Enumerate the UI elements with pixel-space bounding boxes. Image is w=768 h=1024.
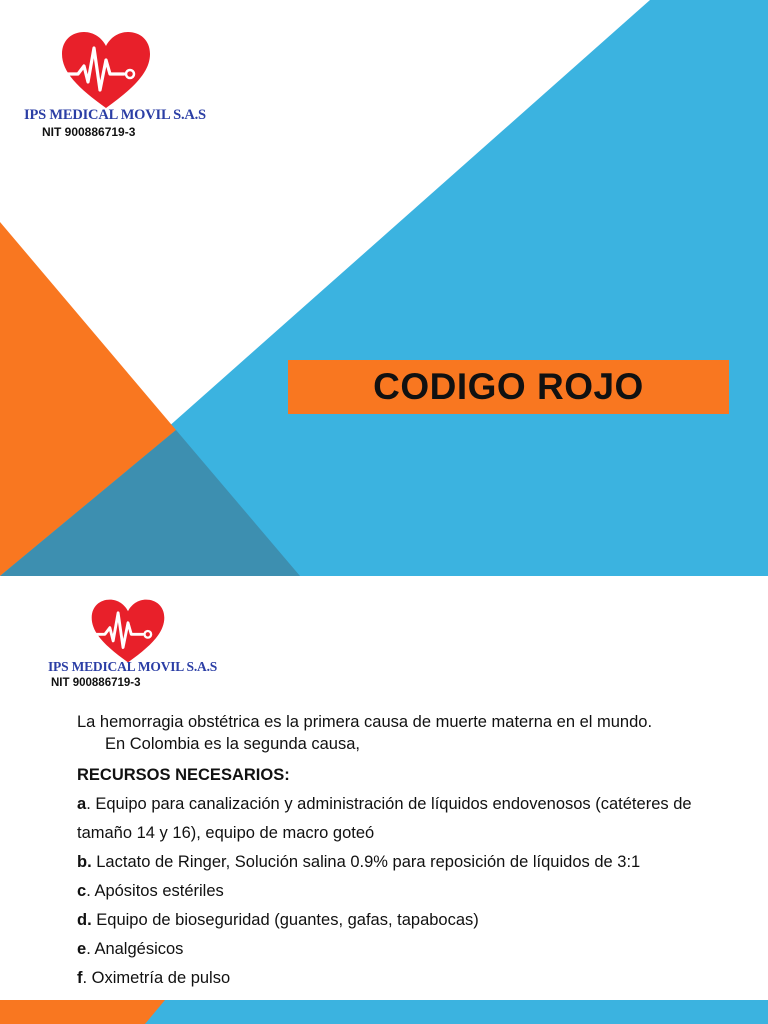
list-item — [77, 964, 692, 993]
heart-pulse-icon — [58, 30, 208, 110]
list-item — [77, 790, 692, 848]
logo-company-name: IPS MEDICAL MOVIL S.A.S — [48, 659, 218, 674]
heart-pulse-icon — [78, 598, 178, 664]
list-item — [77, 848, 692, 877]
list-item-letter: f — [77, 969, 83, 987]
list-item-letter: a — [77, 795, 87, 813]
logo-company-name: IPS MEDICAL MOVIL S.A.S — [24, 107, 206, 123]
list-item-text: . Apósitos estériles — [86, 882, 224, 900]
list-item-text: Equipo de bioseguridad (guantes, gafas, tapabocas) — [91, 911, 479, 929]
list-item-text: Lactato de Ringer, Solución salina 0.9% para reposición de líquidos de 3:1 — [91, 853, 641, 871]
content-slide — [0, 576, 768, 1024]
list-item-letter: e — [77, 940, 87, 958]
list-item-text: . Oximetría de pulso — [82, 969, 231, 987]
intro-line-2: En Colombia es la segunda causa, — [105, 735, 360, 753]
resources-list — [77, 790, 692, 993]
title-banner — [288, 360, 729, 414]
logo-nit: NIT 900886719-3 — [51, 677, 141, 689]
list-item-text: . Analgésicos — [86, 940, 184, 958]
slide-body — [77, 711, 692, 993]
intro-paragraph — [77, 711, 692, 755]
list-item-letter: b. — [77, 853, 92, 871]
slide-title: CODIGO ROJO — [373, 366, 644, 407]
list-item-letter: d. — [77, 911, 92, 929]
resources-heading: RECURSOS NECESARIOS: — [77, 766, 290, 784]
intro-line-1: La hemorragia obstétrica es la primera causa de muerte materna en el mundo. — [77, 713, 653, 731]
logo-nit: NIT 900886719-3 — [42, 125, 136, 139]
list-item — [77, 906, 692, 935]
list-item-letter: c — [77, 882, 87, 900]
orange-bottom-band — [0, 1000, 165, 1024]
list-item — [77, 877, 692, 906]
list-item-text: . Equipo para canalización y administración de líquidos endovenosos (catéteres de tamaño 14 y 16), equipo de macro goteó — [77, 795, 692, 842]
list-item — [77, 935, 692, 964]
